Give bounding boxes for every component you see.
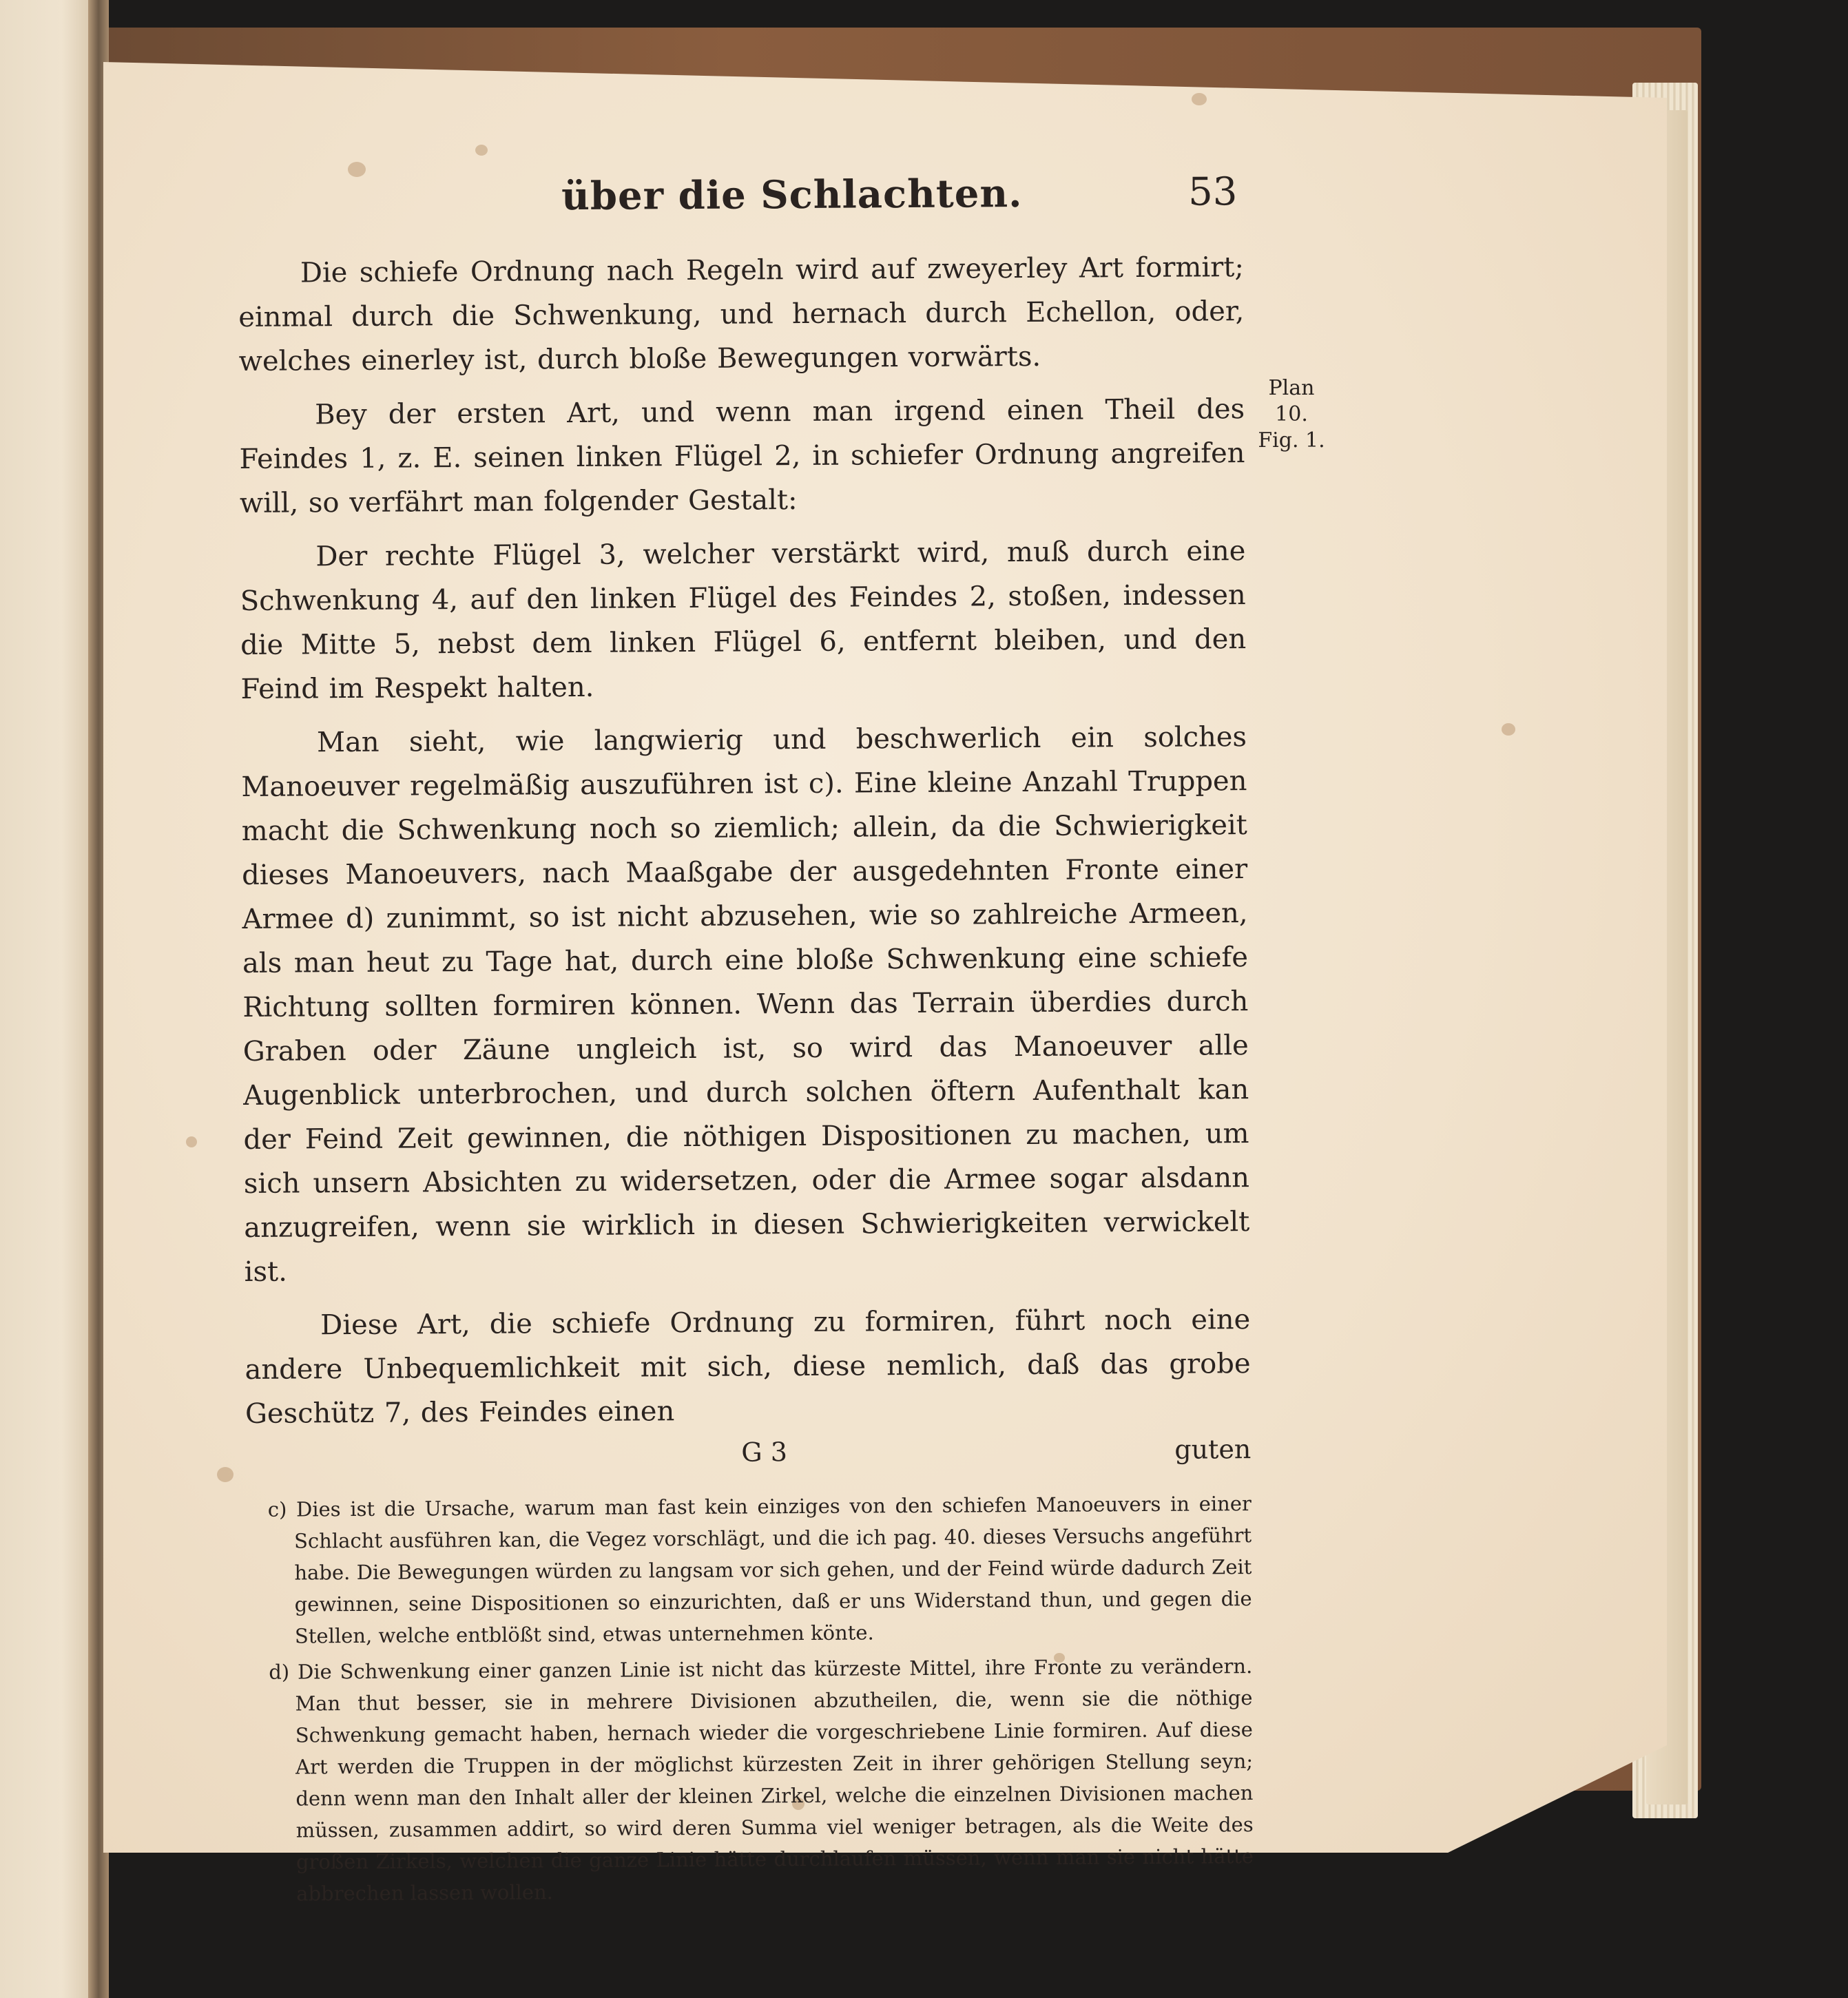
footnote-c: c) Dies ist die Ursache, warum man fast kein einziges von den schiefen Manoeuvers in einer Schlacht ausführen kan, die Vegez vorschlägt, und die ich pag. 40. dieses Versuchs angeführt habe. Die Bewegungen würden zu langsam vor sich gehen, und der Feind würde dadurch Zeit gewinnen, seine Dispositionen so einzurichten, daß er uns Widerstand thun, und gegen die Stellen, welche entblößt sind, etwas unternehmen könte. — [267, 1492, 1252, 1648]
foxing-spot — [217, 1467, 233, 1482]
page-number: 53 — [1187, 169, 1238, 215]
margin-note — [1250, 375, 1333, 454]
paragraph: Der rechte Flügel 3, welcher verstärkt wird, muß durch eine Schwenkung 4, auf den linken Flügel des Feindes 2, stoßen, indessen die Mitte 5, nebst dem linken Flügel 6, entfernt bleiben, und den Feind im Respekt halten. — [240, 535, 1247, 705]
paragraph: Diese Art, die schiefe Ordnung zu formiren, führt noch eine andere Unbequemlichkeit mit sich, diese nemlich, daß das grobe Geschütz 7, des Feindes einen — [245, 1304, 1251, 1430]
page-text-block — [238, 169, 1254, 1914]
paragraph: Die schiefe Ordnung nach Regeln wird auf zweyerley Art formirt; einmal durch die Schwenkung, und hernach durch Echellon, oder, welches einerley ist, durch bloße Bewegungen vorwärts. — [238, 251, 1245, 377]
margin-note-plan: Plan 10. — [1268, 376, 1315, 426]
paragraph: Bey der ersten Art, und wenn man irgend einen Theil des Feindes 1, z. E. seinen linken Flügel 2, in schiefer Ordnung angreifen will, so verfährt man folgender Gestalt: — [239, 393, 1245, 519]
footnotes — [246, 1488, 1254, 1910]
signature-mark: G 3 — [741, 1437, 788, 1468]
foxing-spot — [186, 1136, 197, 1147]
running-head — [238, 169, 1244, 251]
margin-note-fig: Fig. 1. — [1258, 428, 1325, 452]
foxing-spot — [1502, 723, 1515, 736]
signature-line — [245, 1434, 1251, 1479]
running-head-title: über die Schlachten. — [561, 171, 1023, 220]
foxing-spot — [1192, 93, 1207, 105]
footnote-d: d) Die Schwenkung einer ganzen Linie ist nicht das kürzeste Mittel, ihre Fronte zu verändern. Man thut besser, sie in mehrere Divisionen abzutheilen, die, wenn sie die nöthige Schwenkung gemacht haben, hernach wieder die vorgeschriebene Linie formiren. Auf diese Art werden die Truppen in der möglichst kürzesten Zeit in ihrer gehörigen Stellung seyn; denn wenn man den Inhalt aller der kleinen Zirkel, welche die einzelnen Divisionen machen müssen, zusammen addirt, so wird deren Summa viel weniger betragen, als die Weite des großen Zirkels, welchen die ganze Linie hätte durchlaufen müssen, wenn man sie nicht hätte abbrechen lassen wollen. — [269, 1654, 1254, 1906]
paragraph: Man sieht, wie langwierig und beschwerlich ein solches Manoeuver regelmäßig auszuführen ist c). Eine kleine Anzahl Truppen macht die Schwenkung noch so ziemlich; allein, da die Schwierigkeit dieses Manoeuvers, nach Maaßgabe der ausgedehnten Fronte einer Armee d) zunimmt, so ist nicht abzusehen, wie so zahlreiche Armeen, als man heut zu Tage hat, durch eine bloße Schwenkung eine schiefe Richtung sollten formiren können. Wenn das Terrain überdies durch Graben oder Zäune ungleich ist, so wird das Manoeuver alle Augenblick unterbrochen, und durch solchen öftern Aufenthalt kan der Feind Zeit gewinnen, die nöthigen Dispositionen zu machen, um sich unsern Absichten zu widersetzen, oder die Armee sogar alsdann anzugreifen, wenn sie wirklich in diesen Schwierigkeiten verwickelt ist. — [241, 721, 1250, 1288]
foxing-spot — [475, 145, 488, 156]
catchword: guten — [1174, 1434, 1252, 1465]
